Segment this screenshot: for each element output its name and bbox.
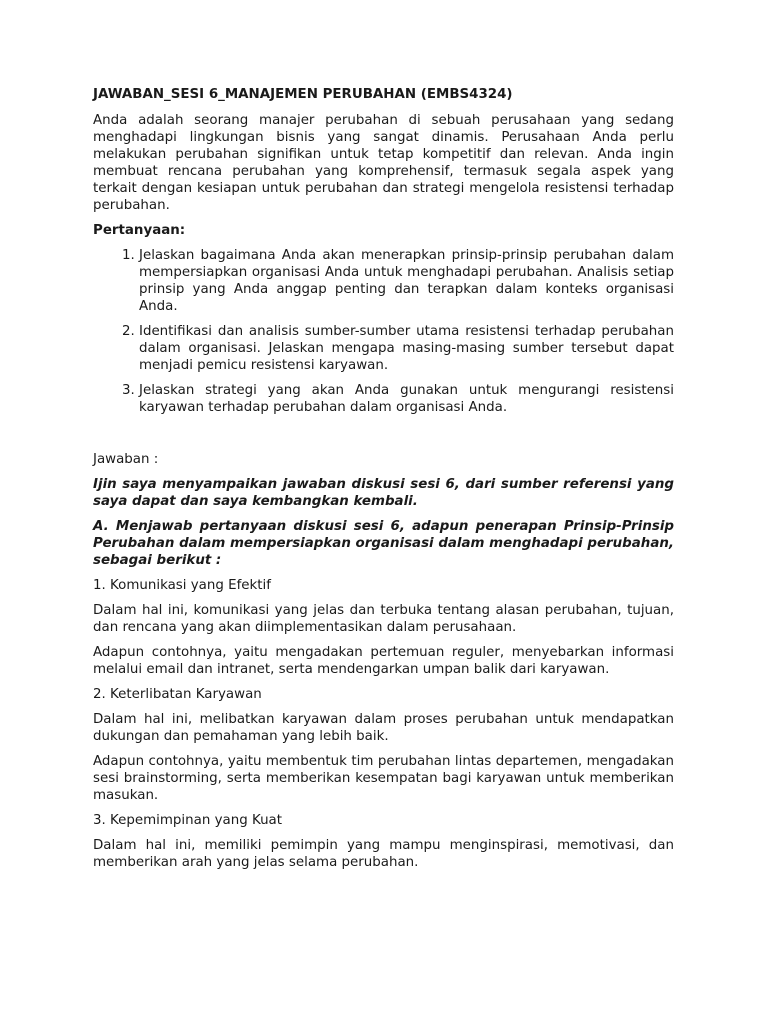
question-item-3: 3. Jelaskan strategi yang akan Anda gunakan untuk mengurangi resistensi karyawan terhadap perubahan dalam organisasi Anda. [139,382,674,416]
principle-1-heading: 1. Komunikasi yang Efektif [93,578,271,593]
intro-paragraph: Anda adalah seorang manajer perubahan di sebuah perusahaan yang sedang menghadapi lingkungan bisnis yang sangat dinamis. Perusahaan Anda perlu melakukan perubahan signifikan untuk tetap kompetitif dan relevan. Anda ingin membuat rencana perubahan yang komprehensif, termasuk segala aspek yang terkait dengan kesiapan untuk perubahan dan strategi mengelola resistensi terhadap perubahan. [93,113,674,213]
questions-heading: Pertanyaan: [93,223,186,238]
principle-1-paragraph-2: Adapun contohnya, yaitu mengadakan pertemuan reguler, menyebarkan informasi melalui email dan intranet, serta mendengarkan umpan balik dari karyawan. [93,645,674,677]
principle-3-heading: 3. Kepemimpinan yang Kuat [93,813,283,828]
answer-intro: Ijin saya menyampaikan jawaban diskusi sesi 6, dari sumber referensi yang saya dapat dan saya kembangkan kembali. [93,477,674,509]
spacer [93,424,674,451]
question-item-2: 2. Identifikasi dan analisis sumber-sumber utama resistensi terhadap perubahan dalam organisasi. Jelaskan mengapa masing-masing sumber tersebut dapat menjadi pemicu resistensi karyawan. [139,323,674,374]
principle-1-paragraph-1: Dalam hal ini, komunikasi yang jelas dan terbuka tentang alasan perubahan, tujuan, dan rencana yang akan diimplementasikan dalam perusahaan. [93,603,674,635]
document-title: JAWABAN_SESI 6_MANAJEMEN PERUBAHAN (EMBS4324) [93,87,513,102]
questions-list [93,247,674,416]
principle-2-paragraph-2: Adapun contohnya, yaitu membentuk tim perubahan lintas departemen, mengadakan sesi brainstorming, serta memberikan kesempatan bagi karyawan untuk memberikan masukan. [93,754,674,803]
question-item-1: 1. Jelaskan bagaimana Anda akan menerapkan prinsip-prinsip perubahan dalam mempersiapkan organisasi Anda untuk menghadapi perubahan. Analisis setiap prinsip yang Anda anggap penting dan terapkan dalam konteks organisasi Anda. [139,247,674,315]
section-a-heading: A. Menjawab pertanyaan diskusi sesi 6, adapun penerapan Prinsip-Prinsip Perubahan dalam mempersiapkan organisasi dalam menghadapi perubahan, sebagai berikut : [93,519,674,568]
principle-2-paragraph-1: Dalam hal ini, melibatkan karyawan dalam proses perubahan untuk mendapatkan dukungan dan pemahaman yang lebih baik. [93,712,674,744]
document-page [93,86,674,879]
principle-2-heading: 2. Keterlibatan Karyawan [93,687,262,702]
principle-3-paragraph-1: Dalam hal ini, memiliki pemimpin yang mampu menginspirasi, memotivasi, dan memberikan arah yang jelas selama perubahan. [93,838,674,870]
answer-label: Jawaban : [93,452,159,467]
